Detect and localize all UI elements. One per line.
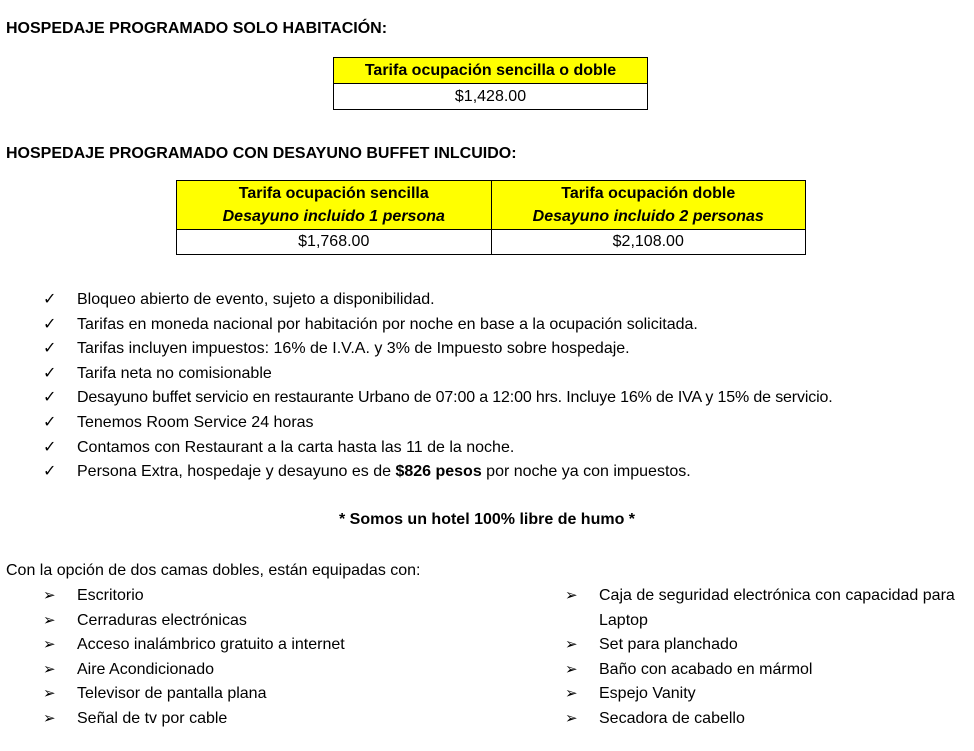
check-icon: ✓ [43,413,57,431]
extra-person-amount: $826 pesos [395,463,482,481]
list-item: ➢ Secadora de cabello [565,707,965,732]
extra-person-item: ✓ Persona Extra, hospedaje y desayuno es de $826 pesos por noche ya con impuestos. [43,460,833,485]
double-rate-title: Tarifa ocupación doble [561,185,736,202]
list-item: ➢ Cerraduras electrónicas [43,609,345,634]
arrow-bullet-icon: ➢ [43,709,56,727]
list-item: ✓ Desayuno buffet servicio en restaurante Urbano de 07:00 a 12:00 hrs. Incluye 16% de IVA y 15% de servicio. [43,386,833,411]
list-item: ✓ Tarifas en moneda nacional por habitación por noche en base a la ocupación solicitada. [43,313,833,338]
list-item: ➢ Acceso inalámbrico gratuito a internet [43,633,345,658]
section1-heading: HOSPEDAJE PROGRAMADO SOLO HABITACIÓN: [6,20,388,37]
smoke-free-note: * Somos un hotel 100% libre de humo * [338,511,636,528]
list-item: ➢ Aire Acondicionado [43,658,345,683]
list-item: ✓ Bloqueo abierto de evento, sujeto a disponibilidad. [43,288,833,313]
double-rate-header [491,181,806,230]
list-item: ➢ Baño con acabado en mármol [565,658,965,683]
check-icon: ✓ [43,438,57,456]
check-icon: ✓ [43,291,57,308]
arrow-bullet-icon: ➢ [43,636,56,654]
arrow-bullet-icon: ➢ [565,709,578,727]
check-icon: ✓ [43,340,57,358]
list-item: ✓ Tarifas incluyen impuestos: 16% de I.V.A. y 3% de Impuesto sobre hospedaje. [43,337,833,362]
arrow-bullet-icon: ➢ [43,611,56,629]
single-rate-subtitle: Desayuno incluido 1 persona [222,208,445,225]
list-item: ➢ Televisor de pantalla plana [43,682,345,707]
arrow-bullet-icon: ➢ [43,587,56,604]
single-rate-title: Tarifa ocupación sencilla [238,185,429,202]
list-item: ➢ Espejo Vanity [565,682,965,707]
amenities-right-list [565,584,965,732]
amenities-intro: Con la opción de dos camas dobles, están equipadas con: [6,562,421,579]
check-icon: ✓ [43,364,57,382]
rate-table-value: $1,428.00 [334,84,648,110]
arrow-bullet-icon: ➢ [43,660,56,678]
list-item: ✓ Contamos con Restaurant a la carta hasta las 11 de la noche. [43,436,833,461]
rate-table-header: Tarifa ocupación sencilla o doble [334,58,648,84]
arrow-bullet-icon: ➢ [565,636,578,654]
arrow-bullet-icon: ➢ [565,660,578,678]
arrow-bullet-icon: ➢ [43,685,56,703]
amenities-left-list [43,584,345,732]
room-only-rate-table [333,57,648,110]
breakfast-rate-table [176,180,806,255]
list-item: ➢ Señal de tv por cable [43,707,345,732]
conditions-list [43,288,833,485]
list-item: ✓ Tarifa neta no comisionable [43,362,833,387]
list-item: ✓ Tenemos Room Service 24 horas [43,411,833,436]
single-rate-header [177,181,492,230]
check-icon: ✓ [43,315,57,333]
section2-heading: HOSPEDAJE PROGRAMADO CON DESAYUNO BUFFET INLCUIDO: [6,145,517,162]
double-rate-value: $2,108.00 [491,230,806,255]
check-icon: ✓ [43,389,57,407]
double-rate-subtitle: Desayuno incluido 2 personas [532,208,764,225]
list-item: ➢ Set para planchado [565,633,965,658]
list-item: ➢ Caja de seguridad electrónica con capacidad para Laptop [565,584,965,633]
list-item: ➢ Escritorio [43,584,345,609]
arrow-bullet-icon: ➢ [565,685,578,703]
check-icon: ✓ [43,463,57,481]
arrow-bullet-icon: ➢ [565,587,578,604]
single-rate-value: $1,768.00 [177,230,492,255]
